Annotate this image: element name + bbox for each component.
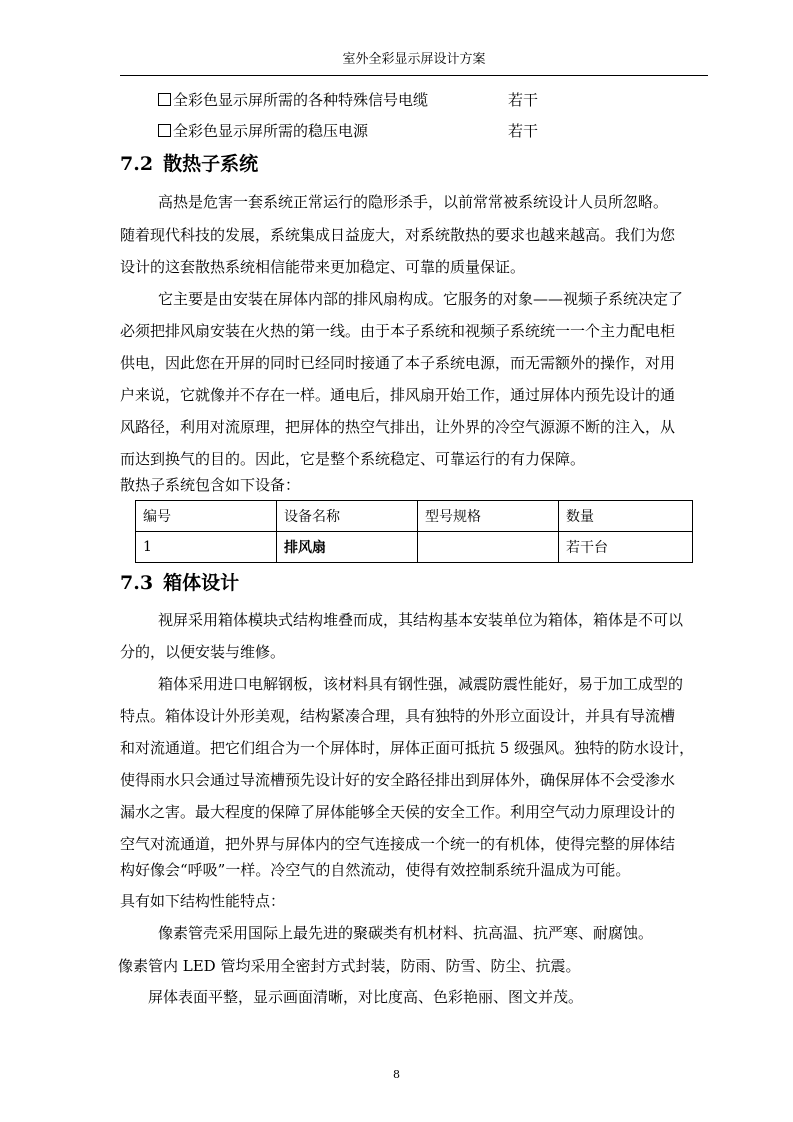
paragraph-line: 视屏采用箱体模块式结构堆叠而成，其结构基本安装单位为箱体，箱体是不可以 [158,611,684,629]
table-intro: 散热子系统包含如下设备： [120,476,301,494]
paragraph-line: 箱体采用进口电解钢板，该材料具有钢性强，减震防震性能好，易于加工成型的 [158,675,684,693]
paragraph-line: 必须把排风扇安装在火热的第一线。由于本子系统和视频子系统统一一个主力配电柜 [120,322,676,340]
paragraph-line: 空气对流通道，把外界与屏体内的空气连接成一个统一的有机体，使得完整的屏体结 [120,835,676,853]
paragraph-line: 风路径，利用对流原理，把屏体的热空气排出，让外界的冷空气源源不断的注入，从 [120,418,676,436]
paragraph-line: 设计的这套散热系统相信能带来更加稳定、可靠的质量保证。 [120,258,526,276]
checkbox-icon [158,93,171,106]
paragraph-line: 随着现代科技的发展，系统集成日益庞大，对系统散热的要求也越来越高。我们为您 [120,226,676,244]
bullet-item [158,120,539,142]
table-cell: 1 [136,532,277,563]
table-row [136,532,693,563]
table-header-cell: 设备名称 [277,501,418,532]
section-number: 7.2 [120,153,154,175]
header-title: 室外全彩显示屏设计方案 [342,52,486,67]
section-title: 箱体设计 [163,572,240,594]
paragraph-line: 它主要是由安装在屏体内部的排风扇构成。它服务的对象——视频子系统决定了 [158,290,684,308]
feature-item: 像素管壳采用国际上最先进的聚碳类有机材料、抗高温、抗严寒、耐腐蚀。 [158,924,654,942]
header-divider [120,75,708,76]
section-title: 散热子系统 [163,153,259,175]
bullet-text: 全彩色显示屏所需的各种特殊信号电缆 [173,91,429,109]
paragraph-line: 使得雨水只会通过导流槽预先设计好的安全路径排出到屏体外，确保屏体不会受渗水 [120,771,676,789]
paragraph-line: 分的，以便安装与维修。 [120,643,286,661]
paragraph-line: 户来说，它就像并不存在一样。通电后，排风扇开始工作，通过屏体内预先设计的通 [120,386,676,404]
table-header-cell: 型号规格 [418,501,559,532]
paragraph-line: 和对流通道。把它们组合为一个屏体时，屏体正面可抵抗 5 级强风。独特的防水设计， [120,739,695,757]
features-intro: 具有如下结构性能特点： [120,892,286,910]
paragraph-line: 而达到换气的目的。因此，它是整个系统稳定、可靠运行的有力保障。 [120,450,586,468]
section-heading-7-3 [120,569,239,597]
feature-item: 像素管内 LED 管均采用全密封方式封装，防雨、防雪、防尘、抗震。 [118,957,581,975]
paragraph-line: 构好像会“呼吸”一样。冷空气的自然流动，使得有效控制系统升温成为可能。 [120,861,631,879]
table-cell: 排风扇 [277,532,418,563]
table-header-row [136,501,693,532]
table-header-cell: 编号 [136,501,277,532]
feature-item: 屏体表面平整，显示画面清晰，对比度高、色彩艳丽、图文并茂。 [148,988,584,1006]
table-header-cell: 数量 [559,501,693,532]
table-cell: 若干台 [559,532,693,563]
paragraph-line: 漏水之害。最大程度的保障了屏体能够全天侯的安全工作。利用空气动力原理设计的 [120,803,676,821]
bullet-item [158,89,539,111]
section-heading-7-2 [120,150,258,178]
bullet-qty: 若干 [508,122,539,140]
paragraph-line: 供电，因此您在开屏的同时已经同时接通了本子系统电源，而无需额外的操作，对用 [120,354,676,372]
bullet-qty: 若干 [508,91,539,109]
bullet-text: 全彩色显示屏所需的稳压电源 [173,122,369,140]
section-number: 7.3 [120,572,154,594]
equipment-table [135,500,693,563]
paragraph-line: 特点。箱体设计外形美观，结构紧凑合理，具有独特的外形立面设计，并具有导流槽 [120,707,676,725]
page-number: 8 [393,1068,400,1081]
checkbox-icon [158,124,171,137]
paragraph-line: 高热是危害一套系统正常运行的隐形杀手，以前常常被系统设计人员所忽略。 [158,193,669,211]
table-cell [418,532,559,563]
